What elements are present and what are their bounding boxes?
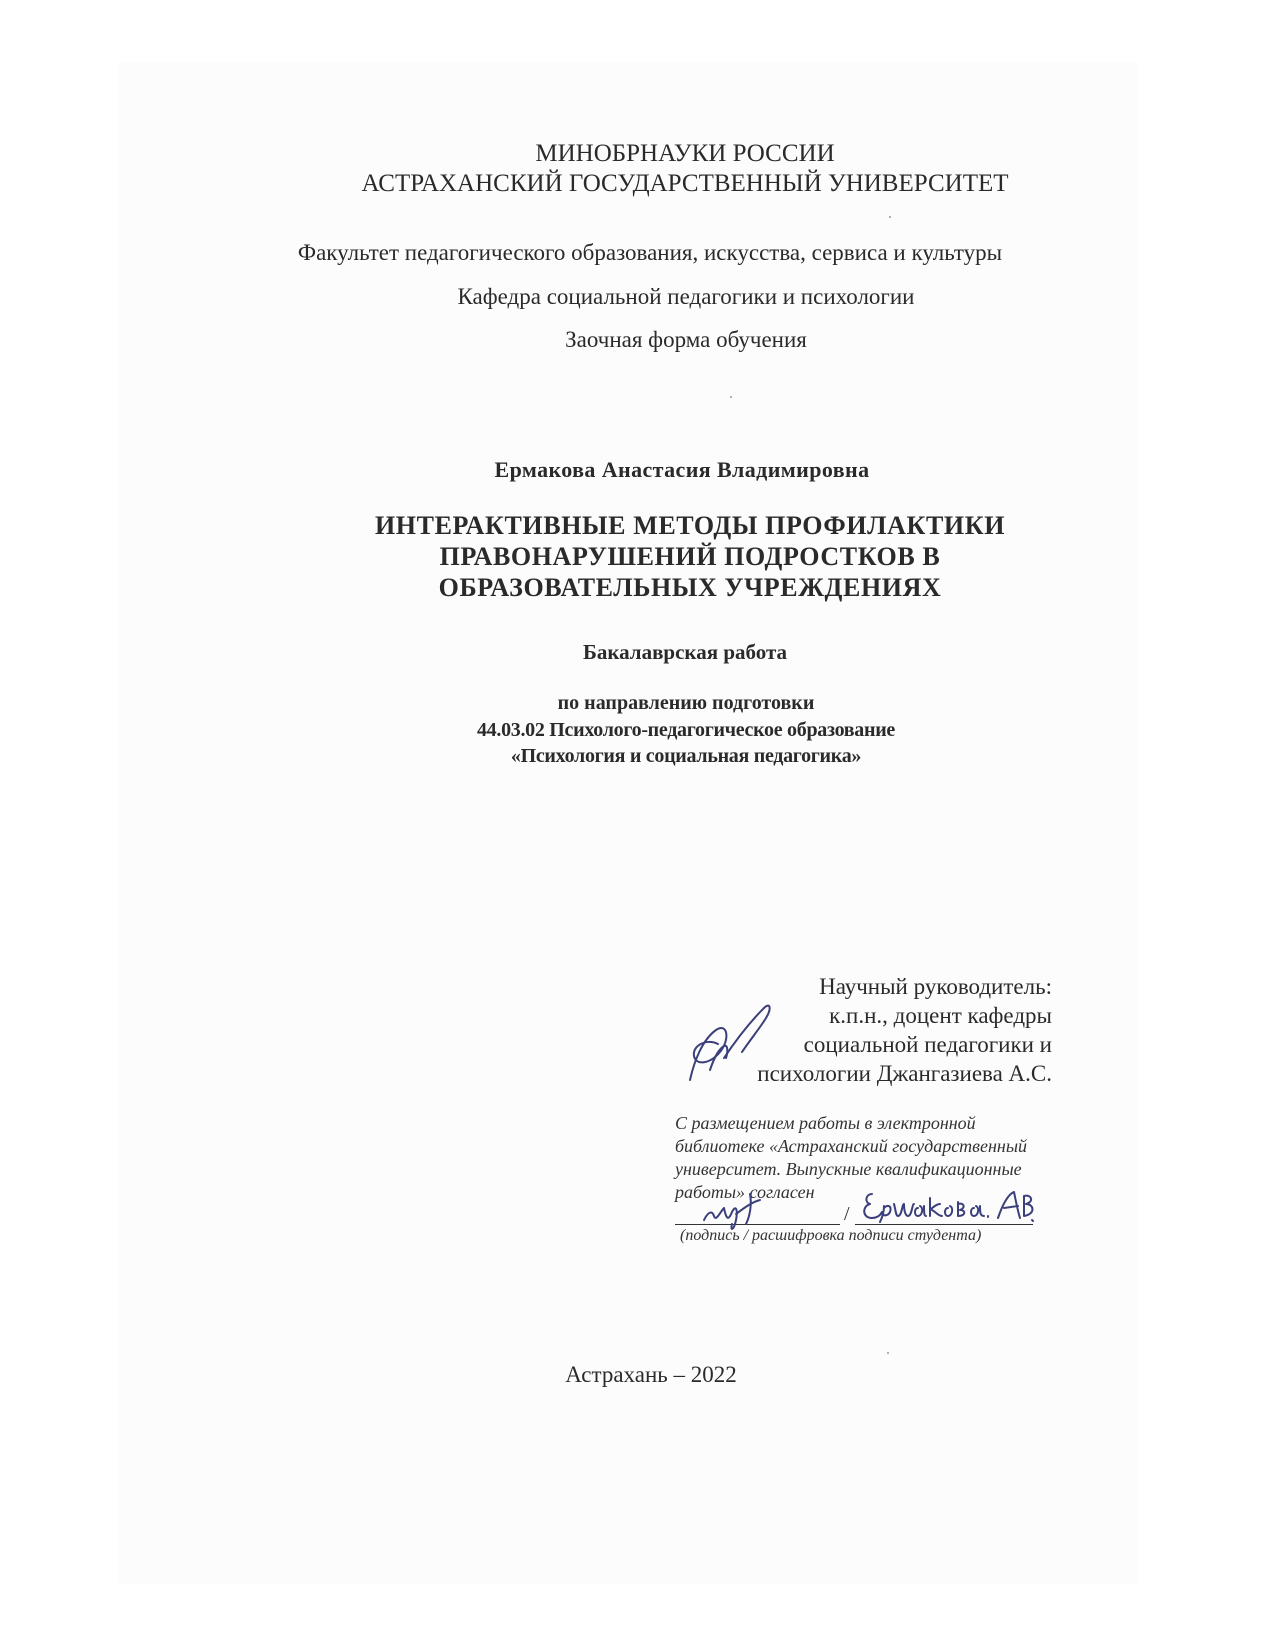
scan-speck: [730, 396, 732, 398]
consent-line: С размещением работы в электронной: [675, 1113, 976, 1133]
study-form: Заочная форма обучения: [565, 327, 807, 352]
signature-separator: /: [844, 1203, 850, 1225]
supervisor-line: социальной педагогики и: [803, 1032, 1052, 1057]
direction-line: по направлению подготовки: [557, 692, 815, 714]
thesis-title-line: ИНТЕРАКТИВНЫЕ МЕТОДЫ ПРОФИЛАКТИКИ: [374, 511, 1006, 540]
supervisor-block: [757, 972, 1052, 1088]
thesis-title-line: ПРАВОНАРУШЕНИЙ ПОДРОСТКОВ В: [439, 542, 941, 571]
consent-line: работы» согласен: [675, 1182, 815, 1202]
supervisor-signature: [680, 1000, 790, 1090]
consent-line: библиотеке «Астраханский государственный: [675, 1136, 1028, 1156]
ministry-name: МИНОБРНАУКИ РОССИИ: [535, 140, 835, 167]
scan-speck: [887, 1352, 889, 1354]
direction-profile: «Психология и социальная педагогика»: [510, 745, 862, 767]
thesis-title-line: ОБРАЗОВАТЕЛЬНЫХ УЧРЕЖДЕНИЯХ: [438, 573, 942, 602]
student-name-handwritten: [858, 1186, 1038, 1230]
scan-speck: [889, 216, 891, 218]
university-name: АСТРАХАНСКИЙ ГОСУДАРСТВЕННЫЙ УНИВЕРСИТЕТ: [361, 170, 1009, 197]
supervisor-line: Научный руководитель:: [819, 974, 1052, 999]
direction-code: 44.03.02 Психолого-педагогическое образование: [476, 719, 896, 741]
consent-line: университет. Выпускные квалификационные: [675, 1159, 1022, 1179]
faculty-name: Факультет педагогического образования, искусства, сервиса и культуры: [297, 240, 1003, 265]
city-year: Астрахань – 2022: [565, 1362, 737, 1387]
signature-caption: (подпись / расшифровка подписи студента): [680, 1227, 982, 1244]
thesis-title: [375, 510, 1005, 603]
supervisor-line: к.п.н., доцент кафедры: [829, 1003, 1052, 1028]
department-name: Кафедра социальной педагогики и психологии: [457, 284, 915, 309]
author-name: Ермакова Анастасия Владимировна: [494, 457, 870, 482]
work-type: Бакалаврская работа: [582, 640, 788, 664]
supervisor-line: психологии Джангазиева А.С.: [757, 1061, 1052, 1086]
